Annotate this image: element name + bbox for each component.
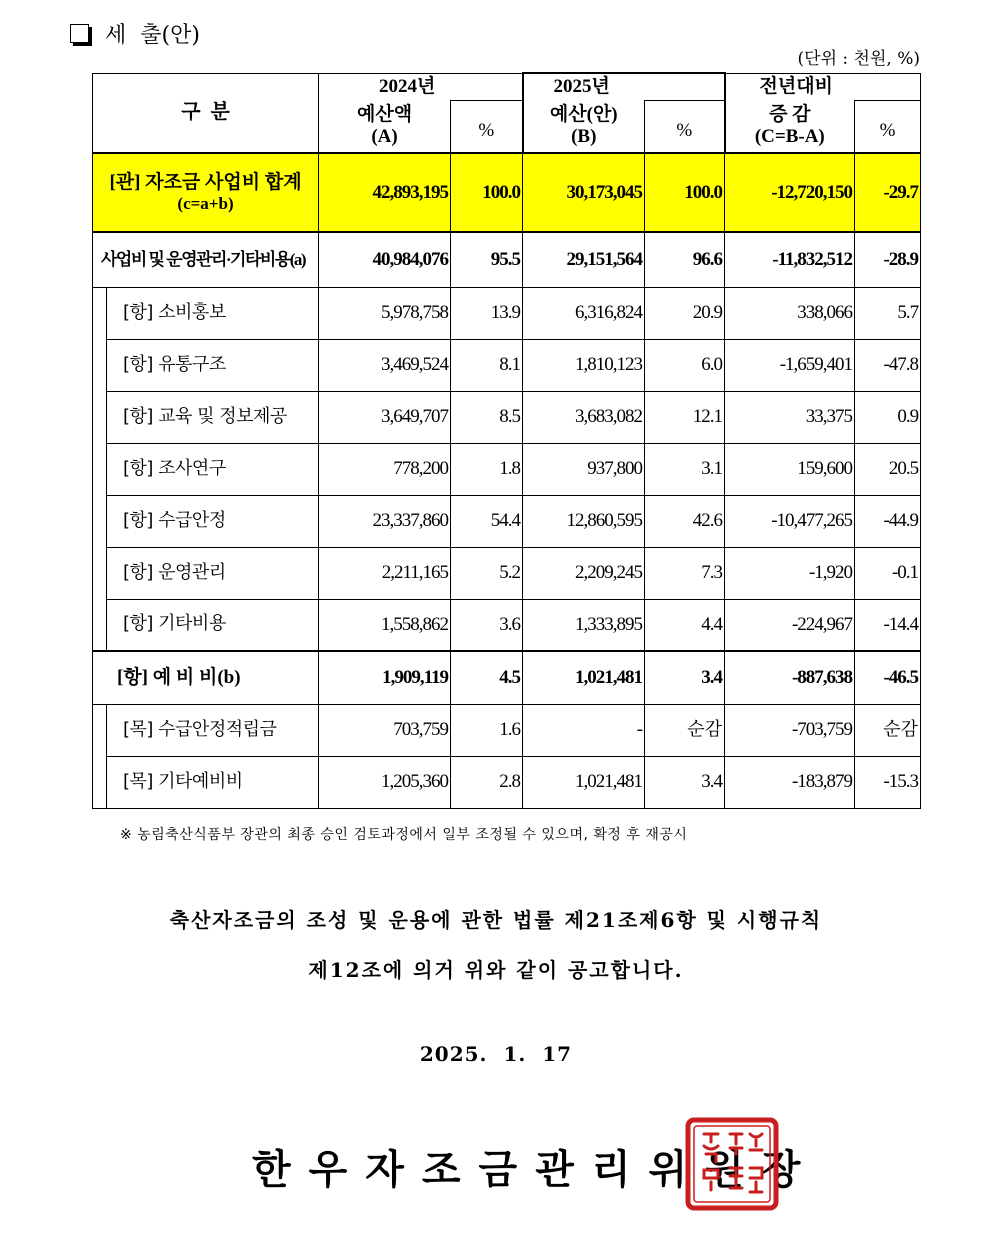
header-category: 구 분 (93, 73, 319, 153)
cell-value: -703,759 (725, 704, 855, 756)
cell-value: -15.3 (855, 756, 921, 808)
cell-value: 20.5 (855, 443, 921, 495)
cell-value: 159,600 (725, 443, 855, 495)
cell-value: 13.9 (451, 287, 523, 339)
cell-value: 42.6 (645, 495, 725, 547)
cell-value: 6.0 (645, 339, 725, 391)
table-row (93, 287, 921, 339)
cell-value: 1,909,119 (319, 651, 451, 704)
cell-value: 2.8 (451, 756, 523, 808)
footnote: ※ 농림축산식품부 장관의 최종 승인 검토과정에서 일부 조정될 수 있으며, 확정 후 재공시 (120, 827, 688, 843)
cell-value: 1,021,481 (523, 651, 645, 704)
cell-value: 54.4 (451, 495, 523, 547)
total-label (93, 153, 319, 232)
row-label: [항] 운영관리 (107, 547, 319, 599)
cell-value: 3,649,707 (319, 391, 451, 443)
header-row-1 (93, 73, 921, 100)
cell-value: -47.8 (855, 339, 921, 391)
header-2024-pct: % (451, 100, 523, 153)
header-diff-label: 증 감 (769, 104, 811, 126)
cell-value: 5,978,758 (319, 287, 451, 339)
cell-value: 1.6 (451, 704, 523, 756)
header-2024-code: (A) (371, 126, 398, 147)
section-title-text: 세 출(안) (105, 22, 200, 48)
cell-value: 5.7 (855, 287, 921, 339)
operating-row (93, 232, 921, 287)
cell-value: 3.1 (645, 443, 725, 495)
cell-value: 12.1 (645, 391, 725, 443)
cell-value: 42,893,195 (319, 153, 451, 232)
cell-value: 4.4 (645, 599, 725, 651)
header-2025-pct: % (645, 100, 725, 153)
cell-value: -28.9 (855, 232, 921, 287)
indent-spacer (93, 704, 107, 808)
cell-value: -224,967 (725, 599, 855, 651)
cell-value: -887,638 (725, 651, 855, 704)
cell-value: 29,151,564 (523, 232, 645, 287)
table-row (93, 756, 921, 808)
cell-value: 3,469,524 (319, 339, 451, 391)
table-row (93, 547, 921, 599)
cell-value: 4.5 (451, 651, 523, 704)
cell-value: 2,209,245 (523, 547, 645, 599)
row-label: [항] 소비홍보 (107, 287, 319, 339)
cell-value: -29.7 (855, 153, 921, 232)
table-row (93, 599, 921, 651)
cell-value: 703,759 (319, 704, 451, 756)
total-label-line1: [관] 자조금 사업비 합계 (109, 171, 302, 193)
cell-value: 1,205,360 (319, 756, 451, 808)
cell-value: 5.2 (451, 547, 523, 599)
cell-value: 30,173,045 (523, 153, 645, 232)
table-row (93, 704, 921, 756)
cell-value: 3.4 (645, 651, 725, 704)
budget-table (92, 72, 921, 809)
cell-value: 8.5 (451, 391, 523, 443)
cell-value: -1,920 (725, 547, 855, 599)
official-seal-icon (684, 1116, 780, 1212)
cell-value: -0.1 (855, 547, 921, 599)
cell-value: 20.9 (645, 287, 725, 339)
cell-value: 1,810,123 (523, 339, 645, 391)
row-label: [항] 유통구조 (107, 339, 319, 391)
cell-value: 3,683,082 (523, 391, 645, 443)
cell-value: 96.6 (645, 232, 725, 287)
cell-value: -44.9 (855, 495, 921, 547)
table-row (93, 495, 921, 547)
cell-value: 100.0 (645, 153, 725, 232)
header-2025-code: (B) (571, 126, 597, 147)
cell-value: -12,720,150 (725, 153, 855, 232)
notice-line-2: 제12조에 의거 위와 같이 공고합니다. (308, 958, 684, 982)
cell-value: 순감 (645, 704, 725, 756)
notice-date: 2025. 1. 17 (419, 1042, 573, 1066)
cell-value: 338,066 (725, 287, 855, 339)
cell-value: 8.1 (451, 339, 523, 391)
cell-value: 12,860,595 (523, 495, 645, 547)
header-diff-code: (C=B-A) (754, 126, 825, 147)
cell-value: 0.9 (855, 391, 921, 443)
cell-value: 33,375 (725, 391, 855, 443)
header-diff-title: 전년대비 (725, 73, 921, 100)
table-row (93, 443, 921, 495)
row-label: [목] 기타예비비 (107, 756, 319, 808)
cell-value: 95.5 (451, 232, 523, 287)
unit-label: (단위 : 천원, %) (797, 49, 920, 69)
cell-value: 100.0 (451, 153, 523, 232)
header-2025-year: 2025년 (523, 73, 725, 100)
total-label-line2: (c=a+b) (177, 193, 234, 213)
reserve-row (93, 651, 921, 704)
cell-value: 7.3 (645, 547, 725, 599)
total-row (93, 153, 921, 232)
cell-value: 3.4 (645, 756, 725, 808)
cell-value: 6,316,824 (523, 287, 645, 339)
header-2024-year: 2024년 (319, 73, 523, 100)
operating-label: 사업비 및 운영관리·기타비용(a) (93, 232, 319, 287)
cell-value: -14.4 (855, 599, 921, 651)
signer-name: 한우자조금관리위원장 (252, 1146, 819, 1193)
cell-value: 2,211,165 (319, 547, 451, 599)
cell-value: 23,337,860 (319, 495, 451, 547)
header-2024-label: 예산액 (356, 104, 413, 126)
cell-value: 1,021,481 (523, 756, 645, 808)
cell-value: - (523, 704, 645, 756)
cell-value: 937,800 (523, 443, 645, 495)
table-row (93, 391, 921, 443)
header-diff-sub (725, 100, 855, 153)
section-title (70, 16, 200, 50)
checkbox-icon (70, 24, 89, 43)
cell-value: -1,659,401 (725, 339, 855, 391)
cell-value: 778,200 (319, 443, 451, 495)
notice-line-1: 축산자조금의 조성 및 운용에 관한 법률 제21조제6항 및 시행규칙 (169, 908, 823, 932)
row-label: [목] 수급안정적립금 (107, 704, 319, 756)
header-2025-label: 예산(안) (549, 104, 618, 126)
row-label: [항] 조사연구 (107, 443, 319, 495)
indent-spacer (93, 287, 107, 651)
cell-value: 1.8 (451, 443, 523, 495)
cell-value: -10,477,265 (725, 495, 855, 547)
cell-value: 순감 (855, 704, 921, 756)
table-row (93, 339, 921, 391)
row-label: [항] 기타비용 (107, 599, 319, 651)
cell-value: -46.5 (855, 651, 921, 704)
cell-value: -11,832,512 (725, 232, 855, 287)
cell-value: 3.6 (451, 599, 523, 651)
header-diff-pct: % (855, 100, 921, 153)
row-label: [항] 수급안정 (107, 495, 319, 547)
cell-value: 40,984,076 (319, 232, 451, 287)
cell-value: 1,333,895 (523, 599, 645, 651)
cell-value: -183,879 (725, 756, 855, 808)
reserve-label: [항] 예 비 비(b) (93, 651, 319, 704)
row-label: [항] 교육 및 정보제공 (107, 391, 319, 443)
cell-value: 1,558,862 (319, 599, 451, 651)
header-2024-sub (319, 100, 451, 153)
header-2025-sub (523, 100, 645, 153)
